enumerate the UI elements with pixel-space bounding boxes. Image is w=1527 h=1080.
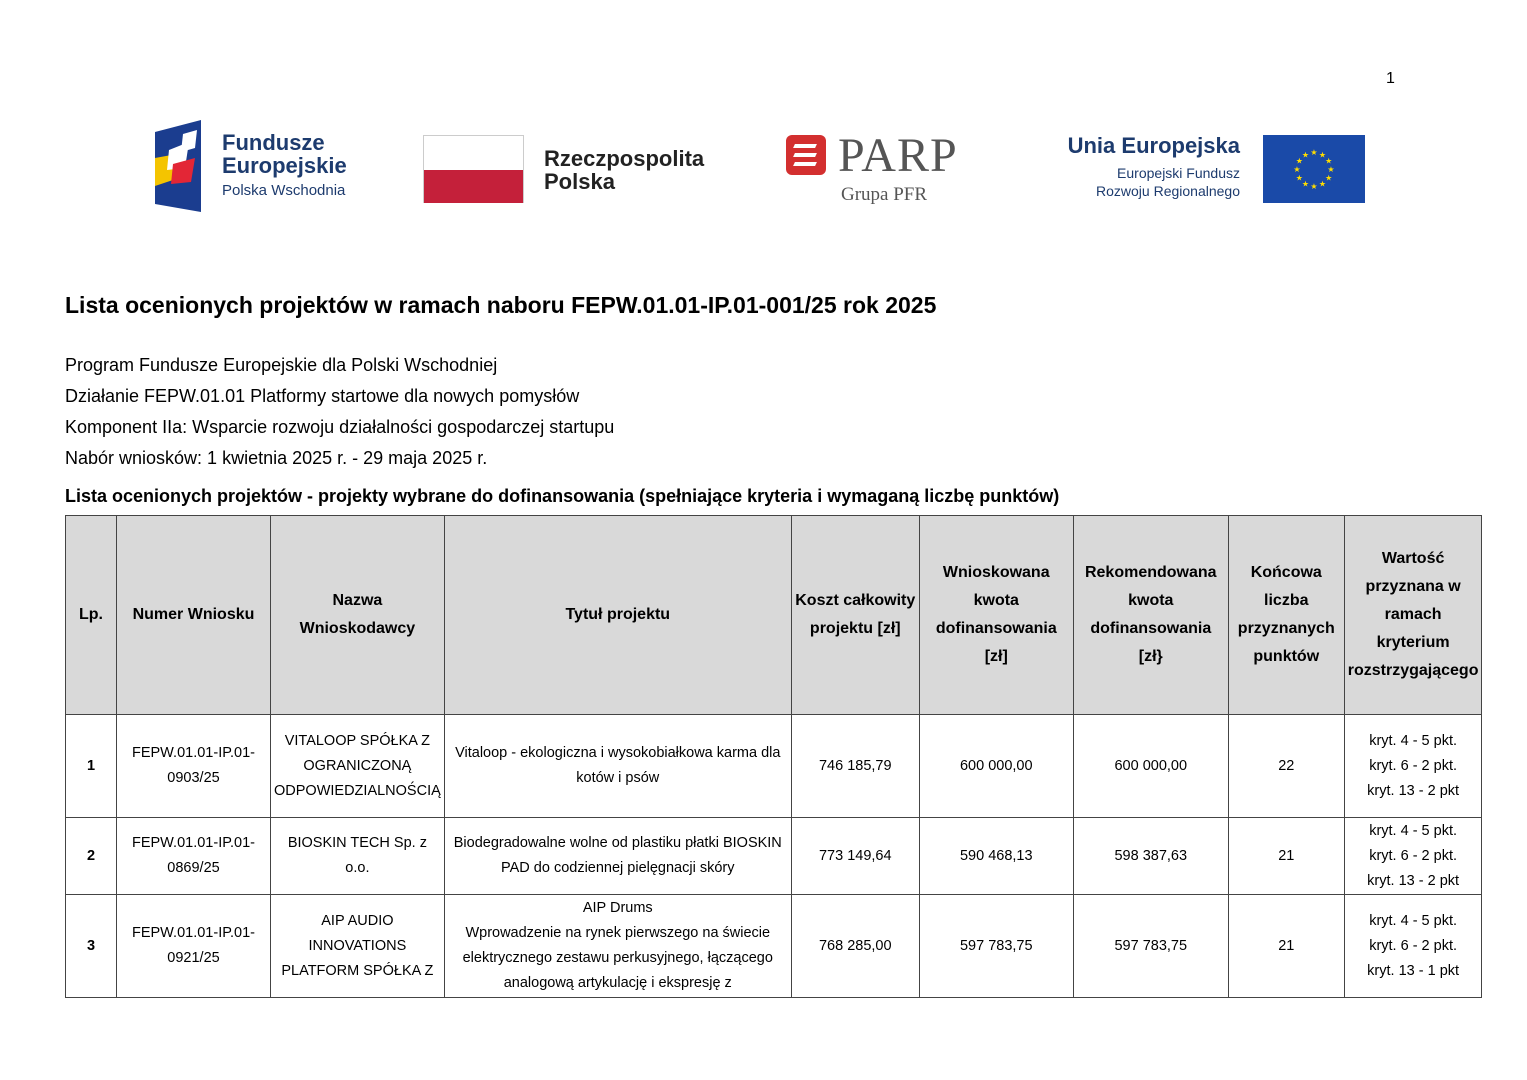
unia-logo-line3: Rozwoju Regionalnego (1096, 183, 1240, 199)
cell-koszt: 768 285,00 (791, 895, 919, 998)
cell-tytul: Biodegradowalne wolne od plastiku płatki BIOSKIN PAD do codziennej pielęgnacji skóry (444, 818, 791, 895)
svg-text:★: ★ (1295, 173, 1303, 183)
header-tytul-projektu: Tytuł projektu (444, 516, 791, 715)
fundusze-logo-line2: Europejskie (222, 153, 347, 178)
cell-punkty: 21 (1228, 895, 1344, 998)
fundusze-logo-line3: Polska Wschodnia (222, 182, 346, 199)
header-numer-wniosku: Numer Wniosku (117, 516, 271, 715)
svg-text:★: ★ (1327, 165, 1335, 174)
kryterium-line: kryt. 4 - 5 pkt. (1369, 912, 1458, 929)
cell-numer: FEPW.01.01-IP.01-0903/25 (117, 715, 271, 818)
svg-text:★: ★ (1318, 150, 1327, 160)
unia-europejska-logo (1060, 133, 1365, 205)
cell-lp: 3 (66, 895, 117, 998)
unia-logo-line1: Unia Europejska (1067, 133, 1240, 158)
projects-table (65, 515, 1482, 998)
header-wnioskowana-kwota: Wnioskowana kwota dofinansowania [zł] (919, 516, 1073, 715)
svg-text:★: ★ (1325, 173, 1333, 183)
table-row (66, 715, 1482, 818)
header-lp: Lp. (66, 516, 117, 715)
cell-punkty: 21 (1228, 818, 1344, 895)
svg-text:★: ★ (1325, 156, 1333, 166)
cell-kryterium (1344, 715, 1482, 818)
info-line-nabor: Nabór wniosków: 1 kwietnia 2025 r. - 29 maja 2025 r. (65, 448, 488, 468)
rzeczpospolita-logo-line2: Polska (544, 169, 615, 195)
eu-flag-icon (1263, 135, 1365, 203)
table-row (66, 895, 1482, 998)
info-line-dzialanie: Działanie FEPW.01.01 Platformy startowe dla nowych pomysłów (65, 386, 580, 406)
cell-nazwa: VITALOOP SPÓŁKA Z OGRANICZONĄ ODPOWIEDZIALNOŚCIĄ (271, 715, 445, 818)
table-row (66, 818, 1482, 895)
cell-kryterium (1344, 895, 1482, 998)
kryterium-line: kryt. 13 - 2 pkt (1367, 782, 1460, 799)
header-koncowa-liczba-punktow: Końcowa liczba przyznanych punktów (1228, 516, 1344, 715)
parp-mark-icon (786, 135, 826, 175)
cell-lp: 1 (66, 715, 117, 818)
fundusze-europejskie-emblem-icon (155, 120, 207, 212)
cell-rekomendowana: 600 000,00 (1073, 715, 1228, 818)
kryterium-line: kryt. 13 - 2 pkt (1367, 872, 1460, 889)
document-title: Lista ocenionych projektów w ramach naboru FEPW.01.01-IP.01-001/25 rok 2025 (65, 292, 937, 318)
fundusze-europejskie-logo (155, 120, 365, 215)
svg-text:★: ★ (1310, 148, 1318, 157)
cell-numer: FEPW.01.01-IP.01-0869/25 (117, 818, 271, 895)
svg-text:★: ★ (1301, 179, 1310, 189)
parp-logo-sub: Grupa PFR (841, 184, 928, 205)
kryterium-line: kryt. 6 - 2 pkt. (1369, 937, 1458, 954)
cell-lp: 2 (66, 818, 117, 895)
cell-numer: FEPW.01.01-IP.01-0921/25 (117, 895, 271, 998)
svg-text:★: ★ (1295, 156, 1303, 166)
cell-rekomendowana: 597 783,75 (1073, 895, 1228, 998)
polish-flag-icon (423, 135, 524, 203)
cell-nazwa: AIP AUDIO INNOVATIONS PLATFORM SPÓŁKA Z (271, 895, 445, 998)
rzeczpospolita-polska-logo (423, 135, 723, 205)
kryterium-line: kryt. 13 - 1 pkt (1367, 962, 1460, 979)
cell-wnioskowana: 597 783,75 (919, 895, 1073, 998)
cell-tytul: Vitaloop - ekologiczna i wysokobiałkowa karma dla kotów i psów (444, 715, 791, 818)
cell-koszt: 773 149,64 (791, 818, 919, 895)
rzeczpospolita-logo-line1: Rzeczpospolita (544, 146, 705, 171)
header-koszt-calkowity: Koszt całkowity projektu [zł] (791, 516, 919, 715)
kryterium-line: kryt. 4 - 5 pkt. (1369, 732, 1458, 749)
tytul-line1: AIP Drums (582, 900, 653, 916)
cell-koszt: 746 185,79 (791, 715, 919, 818)
cell-punkty: 22 (1228, 715, 1344, 818)
parp-logo (786, 130, 996, 210)
kryterium-line: kryt. 4 - 5 pkt. (1369, 822, 1458, 839)
info-line-komponent: Komponent IIa: Wsparcie rozwoju działalności gospodarczej startupu (65, 417, 615, 437)
parp-logo-word: PARP (838, 129, 958, 182)
cell-tytul (444, 895, 791, 998)
kryterium-line: kryt. 6 - 2 pkt. (1369, 847, 1458, 864)
kryterium-line: kryt. 6 - 2 pkt. (1369, 757, 1458, 774)
page-number: 1 (1386, 70, 1395, 87)
svg-text:★: ★ (1293, 165, 1301, 174)
svg-text:★: ★ (1301, 150, 1310, 160)
svg-text:★: ★ (1318, 179, 1327, 189)
program-info (65, 350, 614, 474)
cell-wnioskowana: 590 468,13 (919, 818, 1073, 895)
cell-rekomendowana: 598 387,63 (1073, 818, 1228, 895)
header-rekomendowana-kwota: Rekomendowana kwota dofinansowania [zł} (1073, 516, 1228, 715)
cell-nazwa: BIOSKIN TECH Sp. z o.o. (271, 818, 445, 895)
cell-wnioskowana: 600 000,00 (919, 715, 1073, 818)
svg-text:★: ★ (1310, 182, 1318, 191)
unia-logo-line2: Europejski Fundusz (1117, 165, 1240, 181)
table-subtitle: Lista ocenionych projektów - projekty wybrane do dofinansowania (spełniające kryteria i wymaganą liczbę punktów) (65, 486, 1060, 506)
header-nazwa-wnioskodawcy: Nazwa Wnioskodawcy (271, 516, 445, 715)
tytul-rest: Wprowadzenie na rynek pierwszego na świecie elektrycznego zestawu perkusyjnego, łączącego analogową artykulację i ekspresję z (462, 925, 773, 991)
table-header-row (66, 516, 1482, 715)
cell-kryterium (1344, 818, 1482, 895)
header-wartosc-kryterium: Wartość przyznana w ramach kryterium rozstrzygającego (1344, 516, 1482, 715)
info-line-program: Program Fundusze Europejskie dla Polski Wschodniej (65, 355, 498, 375)
fundusze-logo-line1: Fundusze (222, 130, 325, 155)
